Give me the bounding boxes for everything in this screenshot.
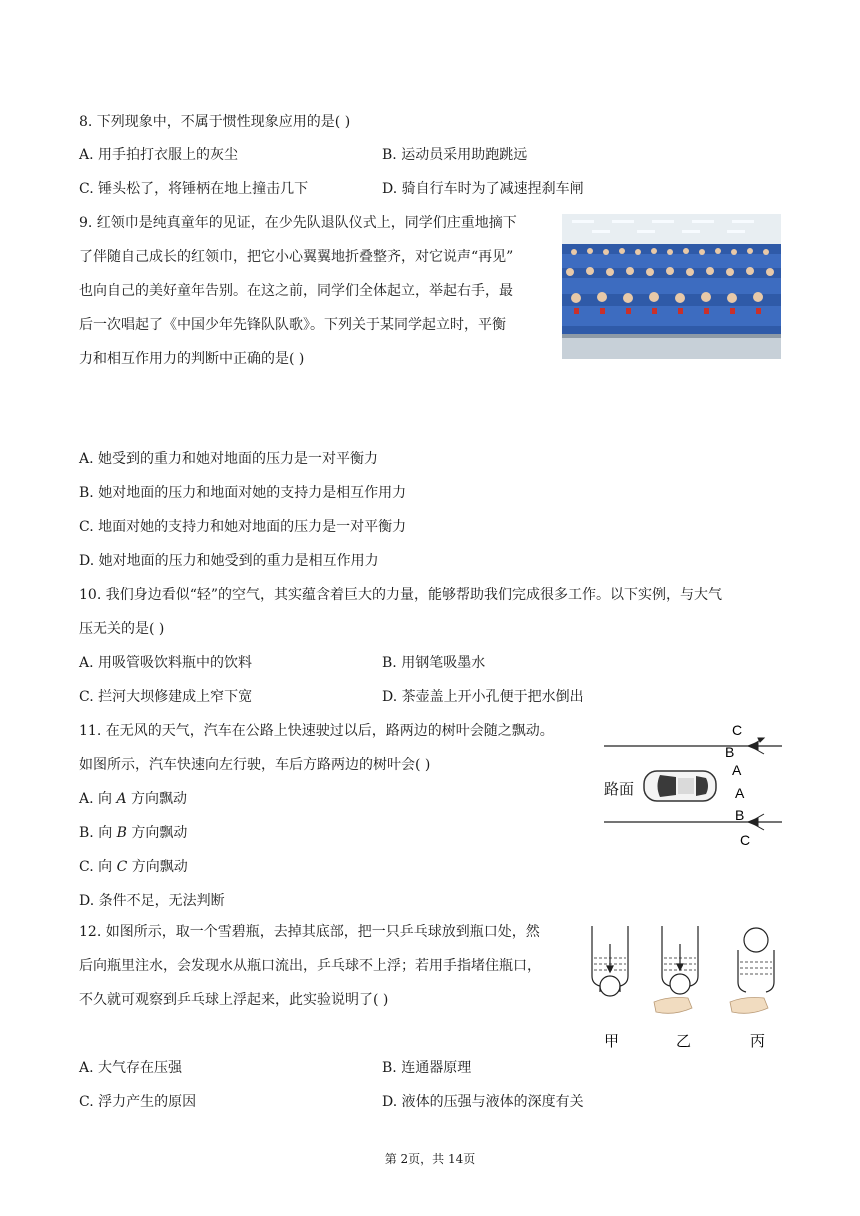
road-diagram bbox=[600, 718, 786, 852]
label-bing: 丙 bbox=[750, 1032, 766, 1050]
q12-line-3: 不久就可观察到乒乓球上浮起来，此实验说明了( ) bbox=[79, 992, 389, 1008]
label-a-bottom: A bbox=[735, 785, 745, 801]
q11-option-a: A. 向 A 方向飘动 bbox=[79, 791, 188, 807]
finger-bing-icon bbox=[730, 998, 768, 1014]
q12-option-a: A. 大气存在压强 bbox=[79, 1060, 183, 1076]
q9-line-1: 9. 红领巾是纯真童年的见证，在少先队退队仪式上，同学们庄重地摘下 bbox=[79, 215, 517, 231]
q11-line-1: 11. 在无风的天气，汽车在公路上快速驶过以后，路两边的树叶会随之飘动。 bbox=[79, 723, 554, 739]
q11-option-c: C. 向 C 方向飘动 bbox=[79, 859, 188, 875]
q9-line-2: 了伴随自己成长的红领巾，把它小心翼翼地折叠整齐，对它说声“再见” bbox=[79, 249, 514, 265]
q9-option-a: A. 她受到的重力和她对地面的压力是一对平衡力 bbox=[79, 451, 379, 467]
q10-line-1: 10. 我们身边看似“轻”的空气，其实蕴含着巨大的力量，能够帮助我们完成很多工作。以下实例，与大气 bbox=[79, 587, 723, 603]
q11-option-b: B. 向 B 方向飘动 bbox=[79, 825, 188, 841]
q9-line-3: 也向自己的美好童年告别。在这之前，同学们全体起立，举起右手，最 bbox=[79, 283, 513, 299]
q12-option-c: C. 浮力产生的原因 bbox=[79, 1094, 197, 1110]
q12-option-d: D. 液体的压强与液体的深度有关 bbox=[382, 1094, 584, 1110]
top-arrows-icon bbox=[748, 738, 778, 754]
page-footer: 第 2页，共 14页 bbox=[384, 1152, 476, 1166]
finger-yi-icon bbox=[654, 998, 692, 1014]
q12-line-2: 后向瓶里注水，会发现水从瓶口流出，乒乓球不上浮；若用手指堵住瓶口， bbox=[79, 958, 541, 974]
q8-option-d: D. 骑自行车时为了减速捏刹车闸 bbox=[382, 181, 584, 197]
q9-option-d: D. 她对地面的压力和她受到的重力是相互作用力 bbox=[79, 553, 379, 569]
label-a-top: A bbox=[732, 762, 742, 778]
q9-option-c: C. 地面对她的支持力和她对地面的压力是一对平衡力 bbox=[79, 519, 407, 535]
label-yi: 乙 bbox=[676, 1032, 692, 1050]
q11-option-d: D. 条件不足，无法判断 bbox=[79, 893, 225, 909]
q9-line-4: 后一次唱起了《中国少年先锋队队歌》。下列关于某同学起立时，平衡 bbox=[79, 317, 506, 333]
q10-option-d: D. 茶壶盖上开小孔便于把水倒出 bbox=[382, 689, 584, 705]
bottle-experiment-diagram bbox=[584, 922, 784, 1054]
label-c-top: C bbox=[732, 722, 743, 738]
road-label: 路面 bbox=[604, 781, 635, 798]
bottom-arrows-icon bbox=[748, 814, 778, 830]
q8-option-c: C. 锤头松了，将锤柄在地上撞击几下 bbox=[79, 181, 309, 197]
q11-line-2: 如图所示，汽车快速向左行驶，车后方路两边的树叶会( ) bbox=[79, 757, 431, 773]
q8-option-b: B. 运动员采用助跑跳远 bbox=[382, 147, 528, 163]
car-icon bbox=[644, 771, 716, 801]
bottle-jia bbox=[592, 926, 628, 996]
q8-option-a: A. 用手拍打衣服上的灰尘 bbox=[79, 147, 239, 163]
bottle-yi bbox=[662, 926, 698, 994]
label-b-bottom: B bbox=[735, 807, 745, 823]
label-jia: 甲 bbox=[604, 1032, 620, 1050]
q8-stem: 8. 下列现象中，不属于惯性现象应用的是( ) bbox=[79, 114, 351, 130]
q10-option-a: A. 用吸管吸饮料瓶中的饮料 bbox=[79, 655, 253, 671]
q10-option-b: B. 用钢笔吸墨水 bbox=[382, 655, 486, 671]
ceremony-photo bbox=[562, 214, 781, 359]
q10-option-c: C. 拦河大坝修建成上窄下宽 bbox=[79, 689, 253, 705]
q12-line-1: 12. 如图所示，取一个雪碧瓶，去掉其底部，把一只乒乓球放到瓶口处，然 bbox=[79, 924, 540, 940]
label-c-bottom: C bbox=[740, 832, 751, 848]
bottle-bing bbox=[738, 928, 774, 992]
q9-option-b: B. 她对地面的压力和地面对她的支持力是相互作用力 bbox=[79, 485, 407, 501]
q10-line-2: 压无关的是( ) bbox=[79, 621, 165, 637]
q9-line-5: 力和相互作用力的判断中正确的是( ) bbox=[79, 351, 305, 367]
q12-option-b: B. 连通器原理 bbox=[382, 1060, 472, 1076]
label-b-top: B bbox=[725, 744, 735, 760]
